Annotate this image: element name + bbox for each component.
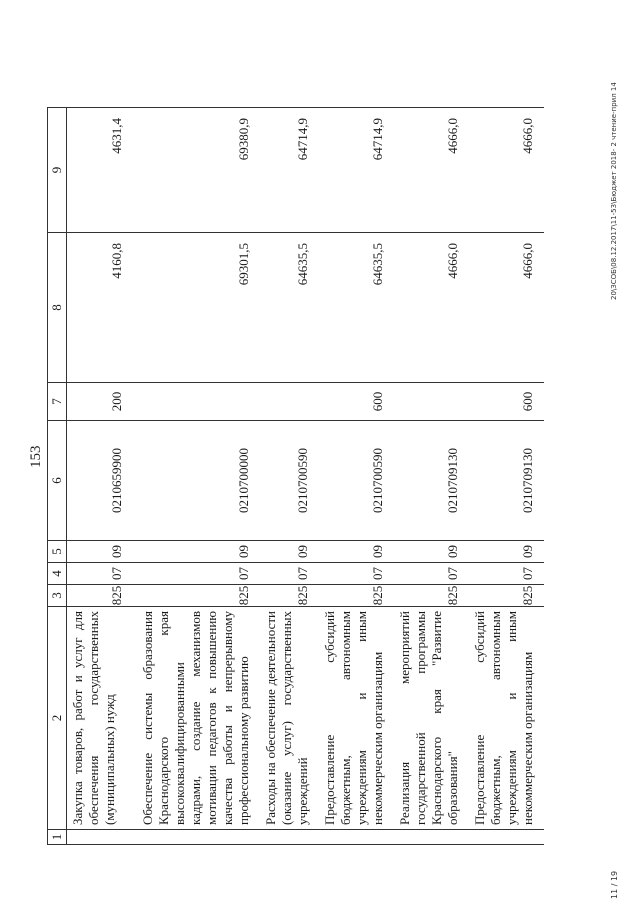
cell-section: 07 xyxy=(469,563,544,585)
cell-expense-type: 600 xyxy=(319,383,394,421)
cell-admin-code: 825 xyxy=(394,585,469,607)
row-description: Закупка товаров, работ и услуг для обеспечения государственных (муниципальных) нужд xyxy=(67,607,137,830)
cell-target-article: 0210709130 xyxy=(469,421,544,541)
cell-amount-2019: 64635,5 xyxy=(319,233,394,383)
cell-admin-code: 825 xyxy=(260,585,319,607)
corner-page-mark: 11 / 19 xyxy=(610,870,619,899)
cell-target-article: 0210659900 xyxy=(67,421,137,541)
cell-amount-2020: 69380,9 xyxy=(137,108,260,233)
cell-target-article: 0210700590 xyxy=(260,421,319,541)
column-header: 9 xyxy=(48,108,67,233)
column-header: 7 xyxy=(48,383,67,421)
cell-amount-2019: 4666,0 xyxy=(394,233,469,383)
cell-expense-type xyxy=(394,383,469,421)
column-header: 3 xyxy=(48,585,67,607)
cell-amount-2019: 64635,5 xyxy=(260,233,319,383)
footer-file-stamp: 20\ЗСОБ\08.12.2017\11-53\Бюджет 2018- 2 чтение-прил 14 xyxy=(610,82,618,300)
cell-amount-2020: 4666,0 xyxy=(469,108,544,233)
column-header: 1 xyxy=(48,830,67,845)
row-description: Реализация мероприятий государственной программы Краснодарского края "Развитие образования" xyxy=(394,607,469,830)
cell-expense-type xyxy=(260,383,319,421)
cell-section: 07 xyxy=(67,563,137,585)
cell-target-article: 0210700000 xyxy=(137,421,260,541)
table-row xyxy=(319,108,394,845)
column-header: 8 xyxy=(48,233,67,383)
page-number: 153 xyxy=(28,445,44,468)
cell-subsection: 09 xyxy=(260,541,319,563)
cell-section: 07 xyxy=(137,563,260,585)
cell-section: 07 xyxy=(319,563,394,585)
budget-table xyxy=(47,107,544,845)
table-row xyxy=(260,108,319,845)
table-row xyxy=(67,108,137,845)
table-row xyxy=(469,108,544,845)
column-header: 6 xyxy=(48,421,67,541)
column-header: 5 xyxy=(48,541,67,563)
table-row xyxy=(394,108,469,845)
cell-amount-2019: 69301,5 xyxy=(137,233,260,383)
cell-expense-type: 200 xyxy=(67,383,137,421)
cell-admin-code: 825 xyxy=(67,585,137,607)
column-number-row xyxy=(48,108,67,845)
cell-section: 07 xyxy=(260,563,319,585)
cell-amount-2020: 64714,9 xyxy=(260,108,319,233)
cell-subsection: 09 xyxy=(394,541,469,563)
cell-subsection: 09 xyxy=(469,541,544,563)
row-description: Предоставление субсидий бюджетным, автономным учреждениям и иным некоммерческим организациям xyxy=(319,607,394,830)
cell-expense-type: 600 xyxy=(469,383,544,421)
cell-amount-2020: 4631,4 xyxy=(67,108,137,233)
cell-admin-code: 825 xyxy=(137,585,260,607)
cell-amount-2019: 4160,8 xyxy=(67,233,137,383)
cell-section: 07 xyxy=(394,563,469,585)
cell-subsection: 09 xyxy=(137,541,260,563)
column-header: 4 xyxy=(48,563,67,585)
row-description: Расходы на обеспечение деятельности (оказание услуг) государственных учреждений xyxy=(260,607,319,830)
cell-subsection: 09 xyxy=(319,541,394,563)
row-description: Предоставление субсидий бюджетным, автономным учреждениям и иным некоммерческим организациям xyxy=(469,607,544,830)
column-header: 2 xyxy=(48,607,67,830)
cell-target-article: 0210709130 xyxy=(394,421,469,541)
cell-expense-type xyxy=(137,383,260,421)
cell-admin-code: 825 xyxy=(469,585,544,607)
cell-amount-2020: 4666,0 xyxy=(394,108,469,233)
cell-admin-code: 825 xyxy=(319,585,394,607)
cell-amount-2020: 64714,9 xyxy=(319,108,394,233)
cell-amount-2019: 4666,0 xyxy=(469,233,544,383)
table-row xyxy=(137,108,260,845)
cell-subsection: 09 xyxy=(67,541,137,563)
row-description: Обеспечение системы образования Краснодарского края высококвалифицированными кадрами, создание механизмов мотивации педагогов к повышению качества работы и непрерывному профессиональному развитию xyxy=(137,607,260,830)
cell-target-article: 0210700590 xyxy=(319,421,394,541)
